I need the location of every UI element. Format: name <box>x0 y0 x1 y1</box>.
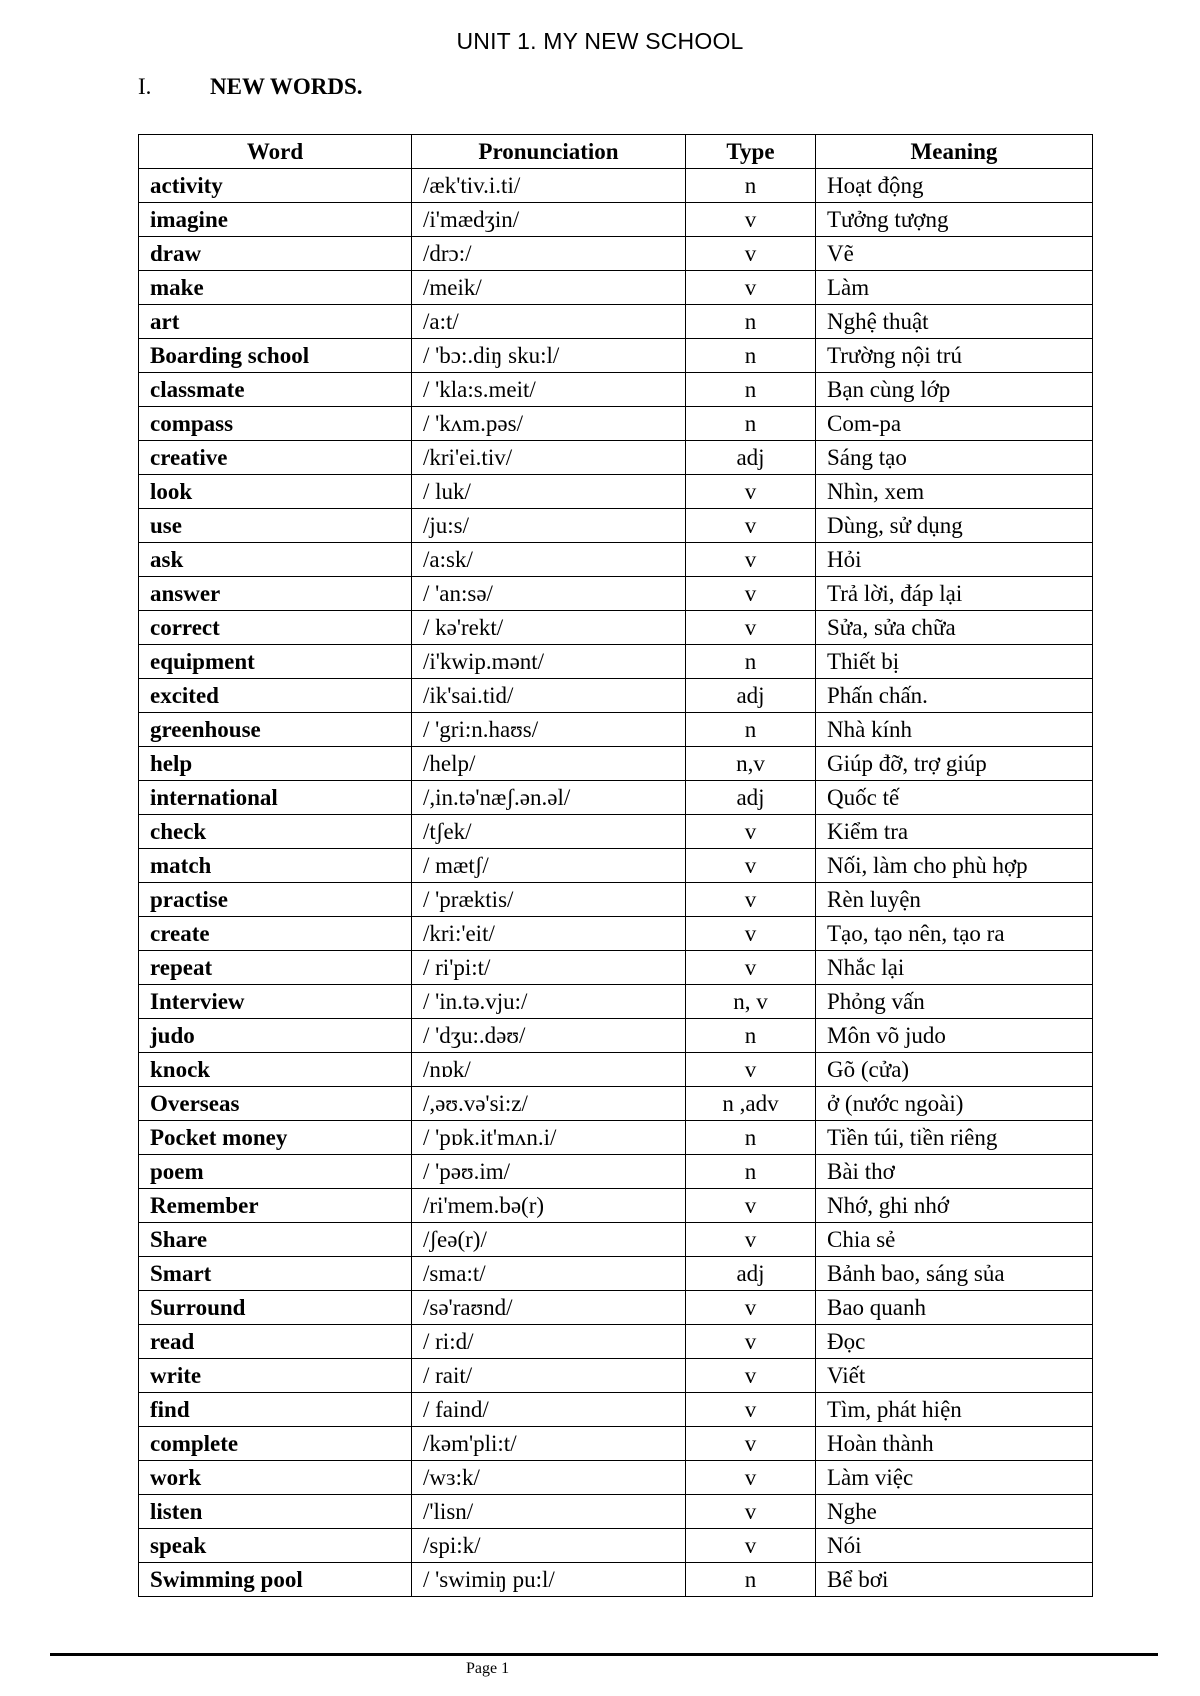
type-cell: n <box>686 339 816 373</box>
word-cell: repeat <box>139 951 412 985</box>
type-cell: v <box>686 237 816 271</box>
pronunciation-cell: / 'in.tə.vju:/ <box>412 985 686 1019</box>
table-row <box>139 1427 1093 1461</box>
meaning-cell: Rèn luyện <box>816 883 1093 917</box>
table-row <box>139 339 1093 373</box>
word-cell: answer <box>139 577 412 611</box>
meaning-cell: Nhớ, ghi nhớ <box>816 1189 1093 1223</box>
pronunciation-cell: /drɔ:/ <box>412 237 686 271</box>
pronunciation-cell: /a:sk/ <box>412 543 686 577</box>
vocabulary-table-body <box>139 169 1093 1597</box>
document-title: UNIT 1. MY NEW SCHOOL <box>456 28 744 54</box>
table-row <box>139 441 1093 475</box>
type-cell: v <box>686 1189 816 1223</box>
pronunciation-cell: /sma:t/ <box>412 1257 686 1291</box>
word-cell: complete <box>139 1427 412 1461</box>
pronunciation-cell: / ri:d/ <box>412 1325 686 1359</box>
pronunciation-cell: / mætʃ/ <box>412 849 686 883</box>
pronunciation-cell: /spi:k/ <box>412 1529 686 1563</box>
meaning-cell: Làm việc <box>816 1461 1093 1495</box>
word-cell: draw <box>139 237 412 271</box>
meaning-cell: Sáng tạo <box>816 441 1093 475</box>
word-cell: Pocket money <box>139 1121 412 1155</box>
word-cell: compass <box>139 407 412 441</box>
type-cell: n ,adv <box>686 1087 816 1121</box>
table-row <box>139 1053 1093 1087</box>
type-cell: adj <box>686 441 816 475</box>
table-row <box>139 1393 1093 1427</box>
type-cell: adj <box>686 679 816 713</box>
table-row <box>139 1155 1093 1189</box>
type-cell: adj <box>686 781 816 815</box>
table-row <box>139 781 1093 815</box>
word-cell: work <box>139 1461 412 1495</box>
word-cell: imagine <box>139 203 412 237</box>
section-number: I. <box>138 74 152 99</box>
table-row <box>139 1223 1093 1257</box>
type-cell: n <box>686 1019 816 1053</box>
word-cell: Share <box>139 1223 412 1257</box>
word-cell: read <box>139 1325 412 1359</box>
type-cell: v <box>686 883 816 917</box>
type-cell: n <box>686 407 816 441</box>
table-row <box>139 1495 1093 1529</box>
table-row <box>139 747 1093 781</box>
pronunciation-cell: /ik'sai.tid/ <box>412 679 686 713</box>
section-title: NEW WORDS. <box>210 74 363 99</box>
table-row <box>139 407 1093 441</box>
type-cell: n <box>686 1563 816 1597</box>
type-cell: v <box>686 1359 816 1393</box>
type-cell: v <box>686 1529 816 1563</box>
table-row <box>139 1019 1093 1053</box>
page-number: Page 1 <box>466 1660 510 1677</box>
word-cell: judo <box>139 1019 412 1053</box>
word-cell: Overseas <box>139 1087 412 1121</box>
pronunciation-cell: /,əʊ.və'si:z/ <box>412 1087 686 1121</box>
pronunciation-cell: / 'kla:s.meit/ <box>412 373 686 407</box>
meaning-cell: Quốc tế <box>816 781 1093 815</box>
word-cell: ask <box>139 543 412 577</box>
meaning-cell: Bể bơi <box>816 1563 1093 1597</box>
meaning-cell: Trả lời, đáp lại <box>816 577 1093 611</box>
word-cell: use <box>139 509 412 543</box>
type-cell: n <box>686 645 816 679</box>
type-cell: v <box>686 543 816 577</box>
meaning-cell: Sửa, sửa chữa <box>816 611 1093 645</box>
table-row <box>139 475 1093 509</box>
table-header-row <box>139 135 1093 169</box>
header-word: Word <box>139 135 412 169</box>
pronunciation-cell: /help/ <box>412 747 686 781</box>
table-row <box>139 271 1093 305</box>
meaning-cell: Nghệ thuật <box>816 305 1093 339</box>
type-cell: v <box>686 1223 816 1257</box>
type-cell: v <box>686 509 816 543</box>
meaning-cell: Hoạt động <box>816 169 1093 203</box>
pronunciation-cell: /i'mædʒin/ <box>412 203 686 237</box>
pronunciation-cell: /meik/ <box>412 271 686 305</box>
meaning-cell: Phỏng vấn <box>816 985 1093 1019</box>
pronunciation-cell: / 'swimiŋ pu:l/ <box>412 1563 686 1597</box>
table-row <box>139 951 1093 985</box>
meaning-cell: Tưởng tượng <box>816 203 1093 237</box>
type-cell: n <box>686 713 816 747</box>
pronunciation-cell: /kəm'pli:t/ <box>412 1427 686 1461</box>
table-row <box>139 1087 1093 1121</box>
word-cell: art <box>139 305 412 339</box>
type-cell: v <box>686 1461 816 1495</box>
table-row <box>139 305 1093 339</box>
type-cell: v <box>686 951 816 985</box>
table-row <box>139 203 1093 237</box>
table-row <box>139 577 1093 611</box>
header-pronunciation: Pronunciation <box>412 135 686 169</box>
meaning-cell: Phấn chấn. <box>816 679 1093 713</box>
word-cell: write <box>139 1359 412 1393</box>
word-cell: listen <box>139 1495 412 1529</box>
word-cell: Boarding school <box>139 339 412 373</box>
table-row <box>139 645 1093 679</box>
pronunciation-cell: /kri:'eit/ <box>412 917 686 951</box>
word-cell: find <box>139 1393 412 1427</box>
table-row <box>139 713 1093 747</box>
type-cell: n <box>686 305 816 339</box>
pronunciation-cell: / 'bɔ:.diŋ sku:l/ <box>412 339 686 373</box>
meaning-cell: Vẽ <box>816 237 1093 271</box>
word-cell: check <box>139 815 412 849</box>
meaning-cell: Giúp đỡ, trợ giúp <box>816 747 1093 781</box>
word-cell: correct <box>139 611 412 645</box>
meaning-cell: ở (nước ngoài) <box>816 1087 1093 1121</box>
word-cell: equipment <box>139 645 412 679</box>
table-row <box>139 1529 1093 1563</box>
meaning-cell: Bạn cùng lớp <box>816 373 1093 407</box>
type-cell: v <box>686 1427 816 1461</box>
type-cell: n <box>686 1121 816 1155</box>
word-cell: knock <box>139 1053 412 1087</box>
pronunciation-cell: /wɜ:k/ <box>412 1461 686 1495</box>
type-cell: v <box>686 475 816 509</box>
pronunciation-cell: / 'pəʊ.im/ <box>412 1155 686 1189</box>
type-cell: v <box>686 1325 816 1359</box>
pronunciation-cell: /ʃeə(r)/ <box>412 1223 686 1257</box>
table-row <box>139 1257 1093 1291</box>
table-row <box>139 611 1093 645</box>
table-row <box>139 1563 1093 1597</box>
pronunciation-cell: /tʃek/ <box>412 815 686 849</box>
type-cell: v <box>686 611 816 645</box>
table-row <box>139 985 1093 1019</box>
meaning-cell: Làm <box>816 271 1093 305</box>
word-cell: Surround <box>139 1291 412 1325</box>
meaning-cell: Môn võ judo <box>816 1019 1093 1053</box>
pronunciation-cell: / 'gri:n.haʊs/ <box>412 713 686 747</box>
meaning-cell: Thiết bị <box>816 645 1093 679</box>
header-meaning: Meaning <box>816 135 1093 169</box>
header-type: Type <box>686 135 816 169</box>
type-cell: v <box>686 1053 816 1087</box>
meaning-cell: Gõ (cửa) <box>816 1053 1093 1087</box>
word-cell: look <box>139 475 412 509</box>
pronunciation-cell: /ri'mem.bə(r) <box>412 1189 686 1223</box>
meaning-cell: Chia sẻ <box>816 1223 1093 1257</box>
section-heading <box>138 74 363 100</box>
pronunciation-cell: /ju:s/ <box>412 509 686 543</box>
pronunciation-cell: / 'pɒk.it'mʌn.i/ <box>412 1121 686 1155</box>
type-cell: v <box>686 917 816 951</box>
type-cell: v <box>686 1495 816 1529</box>
type-cell: v <box>686 815 816 849</box>
word-cell: help <box>139 747 412 781</box>
type-cell: v <box>686 577 816 611</box>
meaning-cell: Tìm, phát hiện <box>816 1393 1093 1427</box>
type-cell: n <box>686 169 816 203</box>
type-cell: v <box>686 1393 816 1427</box>
pronunciation-cell: / ri'pi:t/ <box>412 951 686 985</box>
type-cell: n, v <box>686 985 816 1019</box>
pronunciation-cell: /æk'tiv.i.ti/ <box>412 169 686 203</box>
table-row <box>139 917 1093 951</box>
word-cell: creative <box>139 441 412 475</box>
type-cell: n <box>686 373 816 407</box>
table-row <box>139 1121 1093 1155</box>
meaning-cell: Hỏi <box>816 543 1093 577</box>
pronunciation-cell: / faind/ <box>412 1393 686 1427</box>
table-row <box>139 815 1093 849</box>
word-cell: Swimming pool <box>139 1563 412 1597</box>
meaning-cell: Tiền túi, tiền riêng <box>816 1121 1093 1155</box>
meaning-cell: Nhà kính <box>816 713 1093 747</box>
word-cell: Interview <box>139 985 412 1019</box>
meaning-cell: Viết <box>816 1359 1093 1393</box>
meaning-cell: Com-pa <box>816 407 1093 441</box>
type-cell: n <box>686 1155 816 1189</box>
type-cell: v <box>686 203 816 237</box>
word-cell: greenhouse <box>139 713 412 747</box>
word-cell: Remember <box>139 1189 412 1223</box>
word-cell: poem <box>139 1155 412 1189</box>
pronunciation-cell: /'lisn/ <box>412 1495 686 1529</box>
pronunciation-cell: / kə'rekt/ <box>412 611 686 645</box>
word-cell: Smart <box>139 1257 412 1291</box>
table-row <box>139 509 1093 543</box>
table-row <box>139 679 1093 713</box>
meaning-cell: Nghe <box>816 1495 1093 1529</box>
type-cell: n,v <box>686 747 816 781</box>
pronunciation-cell: / 'kʌm.pəs/ <box>412 407 686 441</box>
table-row <box>139 1291 1093 1325</box>
table-row <box>139 543 1093 577</box>
table-row <box>139 1359 1093 1393</box>
pronunciation-cell: / rait/ <box>412 1359 686 1393</box>
meaning-cell: Dùng, sử dụng <box>816 509 1093 543</box>
table-row <box>139 849 1093 883</box>
word-cell: international <box>139 781 412 815</box>
table-row <box>139 169 1093 203</box>
pronunciation-cell: /a:t/ <box>412 305 686 339</box>
pronunciation-cell: /nɒk/ <box>412 1053 686 1087</box>
type-cell: adj <box>686 1257 816 1291</box>
word-cell: create <box>139 917 412 951</box>
word-cell: classmate <box>139 373 412 407</box>
word-cell: speak <box>139 1529 412 1563</box>
table-row <box>139 237 1093 271</box>
meaning-cell: Nhắc lại <box>816 951 1093 985</box>
meaning-cell: Kiểm tra <box>816 815 1093 849</box>
table-row <box>139 1325 1093 1359</box>
pronunciation-cell: / 'dʒu:.dəʊ/ <box>412 1019 686 1053</box>
table-row <box>139 883 1093 917</box>
word-cell: excited <box>139 679 412 713</box>
meaning-cell: Nói <box>816 1529 1093 1563</box>
word-cell: practise <box>139 883 412 917</box>
meaning-cell: Tạo, tạo nên, tạo ra <box>816 917 1093 951</box>
meaning-cell: Nhìn, xem <box>816 475 1093 509</box>
word-cell: match <box>139 849 412 883</box>
footer-divider <box>50 1653 1158 1656</box>
meaning-cell: Trường nội trú <box>816 339 1093 373</box>
meaning-cell: Bảnh bao, sáng sủa <box>816 1257 1093 1291</box>
pronunciation-cell: / 'an:sə/ <box>412 577 686 611</box>
pronunciation-cell: /i'kwip.mənt/ <box>412 645 686 679</box>
table-row <box>139 1189 1093 1223</box>
pronunciation-cell: /kri'ei.tiv/ <box>412 441 686 475</box>
word-cell: make <box>139 271 412 305</box>
meaning-cell: Bao quanh <box>816 1291 1093 1325</box>
type-cell: v <box>686 849 816 883</box>
meaning-cell: Nối, làm cho phù hợp <box>816 849 1093 883</box>
meaning-cell: Hoàn thành <box>816 1427 1093 1461</box>
vocabulary-table <box>138 134 1093 1597</box>
word-cell: activity <box>139 169 412 203</box>
pronunciation-cell: / luk/ <box>412 475 686 509</box>
type-cell: v <box>686 271 816 305</box>
meaning-cell: Đọc <box>816 1325 1093 1359</box>
table-row <box>139 1461 1093 1495</box>
meaning-cell: Bài thơ <box>816 1155 1093 1189</box>
pronunciation-cell: /,in.tə'næʃ.ən.əl/ <box>412 781 686 815</box>
pronunciation-cell: /sə'raʊnd/ <box>412 1291 686 1325</box>
table-row <box>139 373 1093 407</box>
type-cell: v <box>686 1291 816 1325</box>
pronunciation-cell: / 'præktis/ <box>412 883 686 917</box>
